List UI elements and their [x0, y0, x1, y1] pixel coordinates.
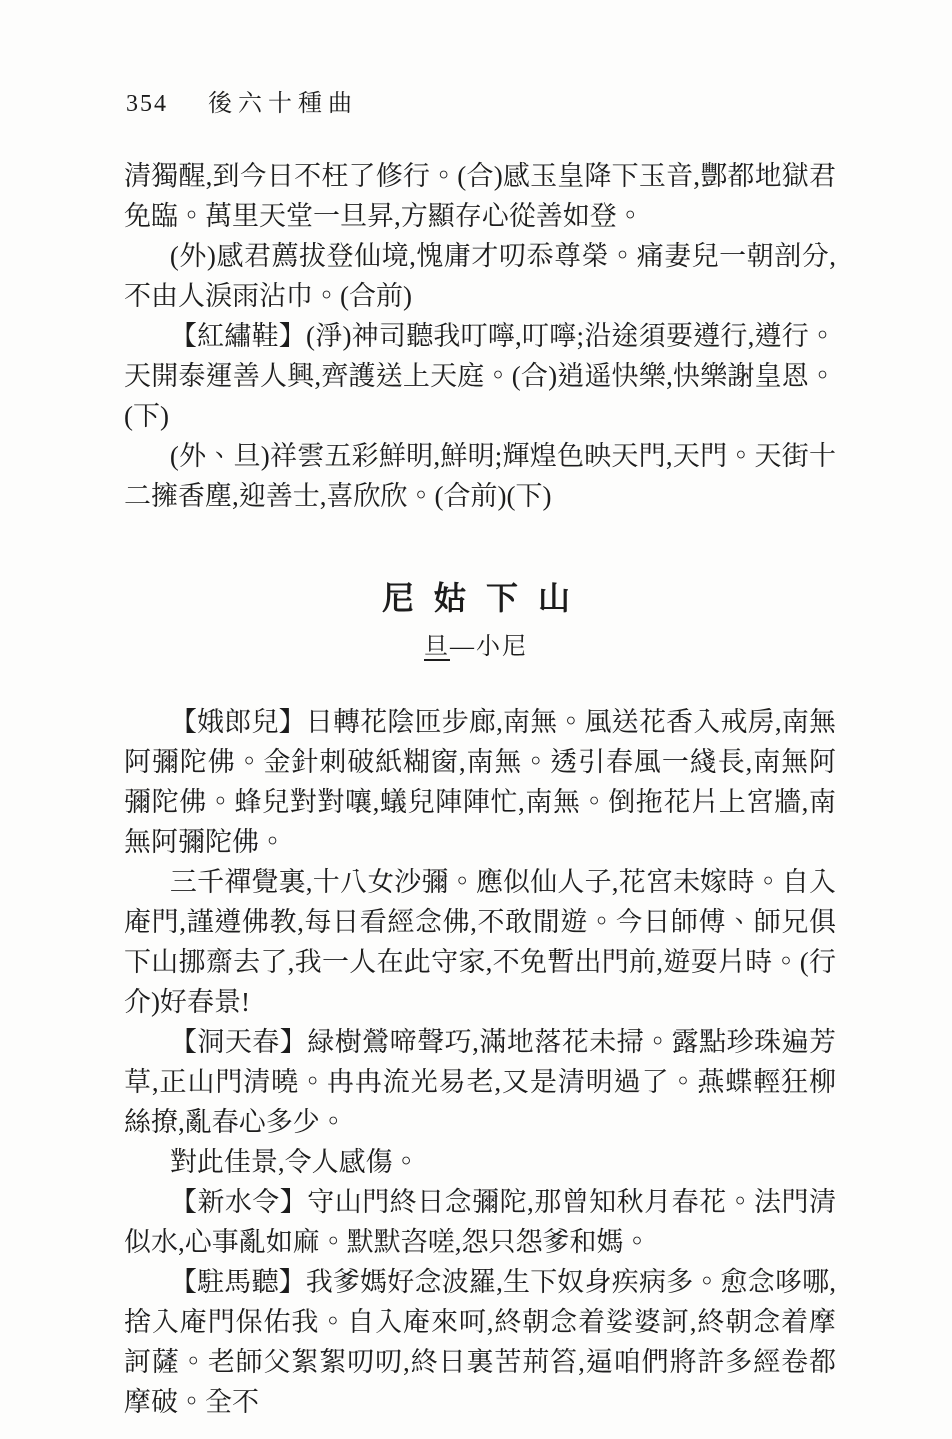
paragraph: (外、旦)祥雲五彩鮮明,鮮明;輝煌色映天門,天門。天街十二擁香塵,迎善士,喜欣欣。(合前)(下)	[124, 441, 836, 511]
subtitle-rest: —小尼	[450, 634, 528, 660]
play-body-text	[124, 702, 836, 1422]
running-header	[126, 0, 952, 118]
paragraph: 三千禪覺裏,十八女沙彌。應似仙人子,花宮未嫁時。自入庵門,謹遵佛教,每日看經念佛,不敢閒遊。今日師傅、師兄俱下山挪齋去了,我一人在此守家,不免暫出門前,遊耍片時。(行介)好春景!	[124, 867, 836, 1017]
play-title-block	[0, 578, 952, 662]
paragraph: 清獨醒,到今日不枉了修行。(合)感玉皇降下玉音,酆都地獄君免臨。萬里天堂一旦昇,方顯存心從善如登。	[124, 161, 836, 231]
paragraph: 【洞天春】緑樹鶯啼聲巧,滿地落花未掃。露點珍珠遍芳草,正山門清曉。冉冉流光易老,又是清明過了。燕蝶輕狂柳絲撩,亂春心多少。	[124, 1027, 836, 1137]
subtitle-role: 旦	[424, 634, 450, 660]
paragraph: 對此佳景,令人感傷。	[169, 1147, 420, 1177]
paragraph: 【新水令】守山門終日念彌陀,那曾知秋月春花。法門清似水,心事亂如麻。默默咨嗟,怨只怨爹和媽。	[124, 1187, 836, 1257]
running-head-title: 後六十種曲	[208, 91, 358, 117]
play-title: 尼姑下山	[381, 580, 590, 616]
paragraph: (外)感君薦拔登仙境,愧庸才叨忝尊榮。痛妻兒一朝剖分,不由人淚雨沾巾。(合前)	[124, 241, 836, 311]
paragraph: 【紅繡鞋】(淨)神司聽我叮嚀,叮嚀;沿途須要遵行,遵行。天開泰運善人興,齊護送上天庭。(合)逍遥快樂,快樂謝皇恩。(下)	[124, 321, 836, 431]
play-subtitle	[0, 632, 952, 662]
paragraph: 【娥郎兒】日轉花陰匝步廊,南無。風送花香入戒房,南無阿彌陀佛。金針刺破紙糊窗,南無。透引春風一綫長,南無阿彌陀佛。蜂兒對對嚷,蟻兒陣陣忙,南無。倒拖花片上宮牆,南無阿彌陀佛。	[124, 707, 836, 857]
previous-scene-text	[124, 156, 836, 516]
page-number: 354	[126, 91, 168, 117]
paragraph: 【駐馬聽】我爹媽好念波羅,生下奴身疾病多。愈念哆哪,捨入庵門保佑我。自入庵來呵,終朝念着娑婆訶,終朝念着摩訶薩。老師父絮絮叨叨,終日裏苦荊笞,逼咱們將許多經卷都摩破。全不	[124, 1267, 836, 1417]
